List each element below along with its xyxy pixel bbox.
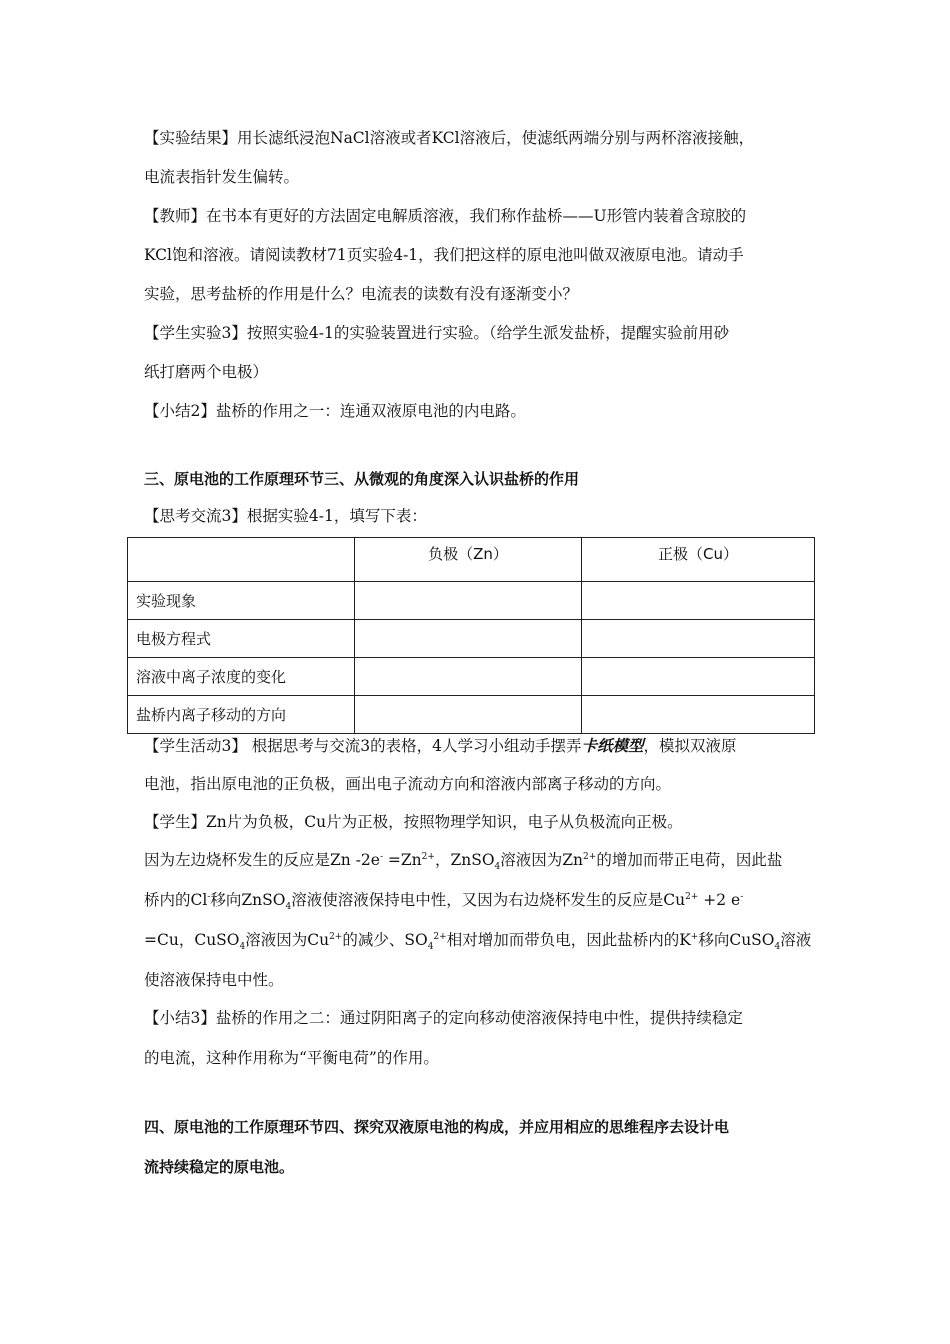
superscript: - xyxy=(379,851,383,862)
text: =Zn xyxy=(383,851,422,869)
superscript: 2+ xyxy=(685,891,699,902)
superscript: 2+ xyxy=(421,851,435,862)
blank-cell[interactable] xyxy=(355,582,582,620)
blank-cell[interactable] xyxy=(355,658,582,696)
blank-cell[interactable] xyxy=(582,696,815,734)
superscript: 2+ xyxy=(583,851,597,862)
table-header-cell: 正极（Cu） xyxy=(582,538,815,582)
text: ，ZnSO xyxy=(434,851,495,869)
paragraph-line: 【小结3】盐桥的作用之二：通过阴阳离子的定向移动使溶液保持电中性，提供持续稳定 xyxy=(144,1009,743,1027)
explanation-line xyxy=(144,890,744,913)
superscript: 2+ xyxy=(433,931,447,942)
row-label: 溶液中离子浓度的变化 xyxy=(128,658,355,696)
activity-line xyxy=(144,736,737,756)
subscript: 4 xyxy=(285,902,292,913)
section-heading: 流持续稳定的原电池。 xyxy=(144,1158,295,1176)
table-row xyxy=(128,582,815,620)
text: 溶液因为Cu xyxy=(245,931,330,949)
superscript: - xyxy=(207,891,211,902)
text: 的增加而带正电荷，因此盐 xyxy=(596,851,783,869)
subscript: 4 xyxy=(494,862,501,873)
text: 溶液使溶液保持电中性，又因为右边烧杯发生的反应是Cu xyxy=(291,891,686,909)
table-header-cell: 负极（Zn） xyxy=(355,538,582,582)
activity-text: ，模拟双液原 xyxy=(643,737,737,755)
paragraph-line: 【实验结果】用长滤纸浸泡NaCl溶液或者KCl溶液后，使滤纸两端分别与两杯溶液接触， xyxy=(144,129,755,147)
subscript: 4 xyxy=(427,942,434,953)
paragraph-line: 使溶液保持电中性。 xyxy=(144,971,284,989)
text: 相对增加而带负电，因此盐桥内的K xyxy=(446,931,691,949)
row-label: 盐桥内离子移动的方向 xyxy=(128,696,355,734)
text: 溶液因为Zn xyxy=(500,851,584,869)
text: 移向CuSO xyxy=(698,931,775,949)
section-heading: 三、原电池的工作原理环节三、从微观的角度深入认识盐桥的作用 xyxy=(144,470,580,488)
text: 移向ZnSO xyxy=(210,891,286,909)
paragraph-line: 【思考交流3】根据实验4-1，填写下表： xyxy=(144,507,427,525)
activity-emphasis: 卡纸模型 xyxy=(581,736,644,755)
blank-cell[interactable] xyxy=(582,582,815,620)
text: 因为左边烧杯发生的反应是Zn -2e xyxy=(144,851,380,869)
row-label: 实验现象 xyxy=(128,582,355,620)
table-header-cell xyxy=(128,538,355,582)
text: 溶液 xyxy=(780,931,812,949)
paragraph-line: 实验，思考盐桥的作用是什么？电流表的读数有没有逐渐变小？ xyxy=(144,285,579,303)
paragraph-line: 【教师】在书本有更好的方法固定电解质溶液，我们称作盐桥——U形管内装着含琼胶的 xyxy=(144,207,747,225)
blank-cell[interactable] xyxy=(582,658,815,696)
section-heading: 四、原电池的工作原理环节四、探究双液原电池的构成，并应用相应的思维程序去设计电 xyxy=(144,1118,730,1136)
fill-in-table xyxy=(127,537,815,734)
activity-text: 【学生活动3】 根据思考与交流3的表格，4人学习小组动手摆弄 xyxy=(144,737,582,755)
row-label: 电极方程式 xyxy=(128,620,355,658)
paragraph-line: 纸打磨两个电极） xyxy=(144,363,269,381)
paragraph-line: 的电流，这种作用称为“平衡电荷”的作用。 xyxy=(144,1049,439,1067)
text: +2 e xyxy=(698,891,741,909)
paragraph-line: KCl饱和溶液。请阅读教材71页实验4-1，我们把这样的原电池叫做双液原电池。请动手 xyxy=(144,246,744,264)
paragraph-line: 电流表指针发生偏转。 xyxy=(144,168,300,186)
text: =Cu，CuSO xyxy=(144,931,240,949)
paragraph-line: 电池，指出原电池的正负极，画出电子流动方向和溶液内部离子移动的方向。 xyxy=(144,775,672,793)
paragraph-line: 【学生】Zn片为负极，Cu片为正极，按照物理学知识，电子从负极流向正极。 xyxy=(144,813,683,831)
subscript: 4 xyxy=(774,942,781,953)
explanation-line xyxy=(144,930,812,953)
superscript: + xyxy=(690,931,699,942)
table-row xyxy=(128,696,815,734)
paragraph-line: 【学生实验3】按照实验4-1的实验装置进行实验。（给学生派发盐桥，提醒实验前用砂 xyxy=(144,324,730,342)
subscript: 4 xyxy=(239,942,246,953)
blank-cell[interactable] xyxy=(355,696,582,734)
superscript: 2+ xyxy=(329,931,343,942)
explanation-line xyxy=(144,850,783,873)
blank-cell[interactable] xyxy=(355,620,582,658)
text: 的减少、SO xyxy=(342,931,428,949)
table-header-row xyxy=(128,538,815,582)
text: 桥内的Cl xyxy=(144,891,208,909)
table-row xyxy=(128,658,815,696)
blank-cell[interactable] xyxy=(582,620,815,658)
paragraph-line: 【小结2】盐桥的作用之一：连通双液原电池的内电路。 xyxy=(144,402,526,420)
table-row xyxy=(128,620,815,658)
superscript: - xyxy=(740,891,744,902)
